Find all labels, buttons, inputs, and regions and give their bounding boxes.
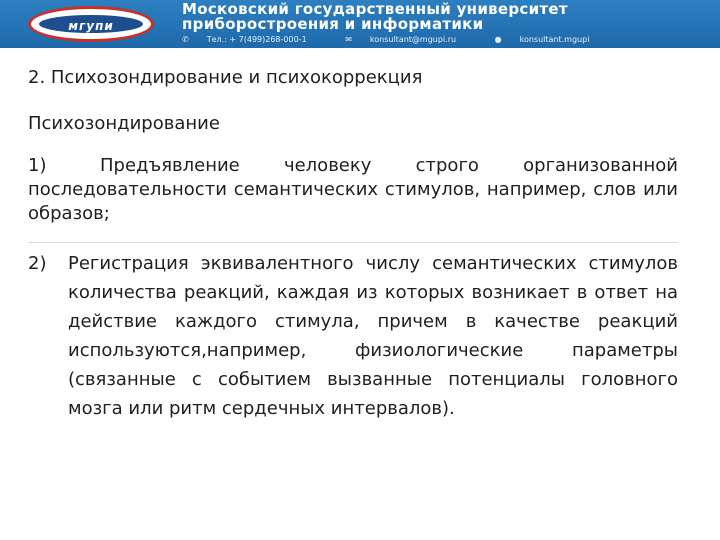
university-name — [182, 2, 702, 32]
university-name-line1: Московский государственный университет — [182, 0, 568, 18]
logo-emblem — [39, 15, 143, 33]
list-item-2-text: Регистрация эквивалентного числу семантических стимулов количества реакций, каждая из которых возникает в ответ на действие каждого стимула, причем в качестве реакций используются,например, физиологические параметры (связанные с событием вызванные потенциалы головного мозга или ритм сердечных интервалов). — [68, 253, 678, 419]
email-text: konsultant@mgupi.ru — [369, 35, 457, 44]
university-logo — [28, 6, 154, 42]
logo-text: мгупи — [68, 19, 114, 33]
phone-contact — [182, 35, 325, 44]
list-item-1-text: Предъявление человеку строго организованной последовательности семантических стимулов, например, слов или образов; — [28, 155, 678, 224]
email-contact — [345, 35, 474, 44]
skype-icon: ● — [494, 35, 502, 44]
slide-subheading: Психозондирование — [28, 113, 220, 134]
university-header-banner — [0, 0, 720, 48]
phone-text: Тел.: + 7(499)268-000-1 — [206, 35, 307, 44]
mail-icon: ✉ — [345, 35, 352, 44]
list-item-1 — [28, 154, 678, 226]
contacts-bar — [182, 34, 702, 46]
list-item-2-number: 2) — [28, 253, 47, 274]
list-item-1-number: 1) — [28, 155, 47, 176]
phone-icon: ✆ — [182, 35, 189, 44]
slide-content — [28, 52, 678, 423]
divider — [28, 242, 678, 243]
skype-text: konsultant.mgupi — [519, 35, 590, 44]
university-name-line2: приборостроения и информатики — [182, 15, 484, 33]
slide-heading: 2. Психозондирование и психокоррекция — [28, 67, 423, 88]
list-item-2 — [28, 249, 678, 423]
skype-contact — [495, 35, 608, 44]
